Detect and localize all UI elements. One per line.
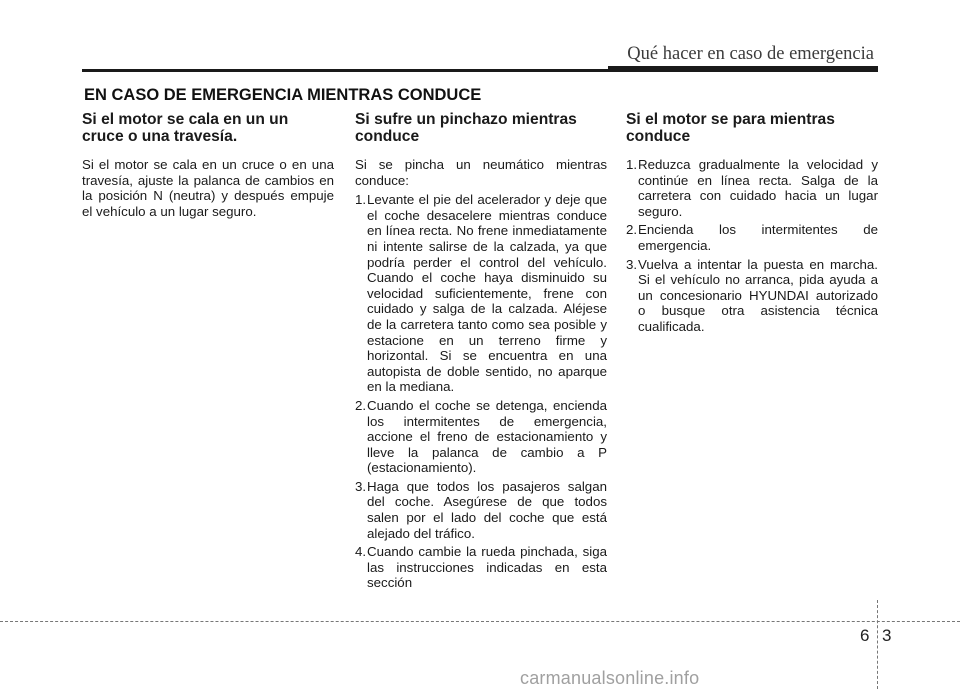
column-flat-tire <box>355 112 607 594</box>
list-item <box>355 479 607 541</box>
list-item <box>355 192 607 395</box>
page-number: 3 <box>882 626 892 645</box>
list-item-text: Cuando el coche se detenga, encienda los intermitentes de emergencia, accione el freno de estacionamiento y lleve la palanca de cambio a P (estacionamiento). <box>367 397 607 476</box>
list-item-text: Reduzca gradualmente la velocidad y continúe en línea recta. Salga de la carretera con cuidado hacia un lugar seguro. <box>638 157 878 219</box>
column-stalled-at-crossing <box>82 112 334 223</box>
footer-rule <box>0 621 960 622</box>
list-item-number: 3 . <box>355 479 366 495</box>
section-title: EN CASO DE EMERGENCIA MIENTRAS CONDUCE <box>84 86 482 104</box>
list-item-number: 1 . <box>626 157 637 173</box>
list-item-number: 2 . <box>626 222 637 238</box>
list-item-number: 2 . <box>355 398 366 414</box>
numbered-list <box>626 157 878 335</box>
list-item <box>355 544 607 591</box>
list-item-number: 3 . <box>626 257 637 273</box>
column-heading: Si el motor se cala en un un cruce o una travesía. <box>82 111 289 145</box>
list-item <box>626 222 878 253</box>
list-item-text: Levante el pie del acelerador y deje que el coche desacelere mientras conduce en línea recta. No frene inmediatamente ni intente salirse de la calzada, ya que podría perder el control del vehículo. Cuando el coche haya disminuido su velocidad suficientemente, frene con cuidado y salga de la calzada. Aléjese de la carretera tanto como sea posible y estacione en un terreno firme y horizontal. Si se encuentra en una autopista de doble sentido, no aparque en la mediana. <box>367 192 607 395</box>
list-item-number: 1 . <box>355 192 366 208</box>
body-paragraph: Si el motor se cala en un cruce o en una travesía, ajuste la palanca de cambios en la posición N (neutra) y después empuje el vehículo a un lugar seguro. <box>82 157 334 219</box>
column-heading: Si el motor se para mientras conduce <box>626 111 835 145</box>
list-item-text: Haga que todos los pasajeros salgan del coche. Asegúrese de que todos salen por el lado del coche que está alejado del tráfico. <box>367 478 607 541</box>
list-item-number: 4 . <box>355 544 366 560</box>
body-paragraph: Si se pincha un neumático mientras conduce: <box>355 157 607 188</box>
page-separator <box>877 600 878 689</box>
list-item-text: Vuelva a intentar la puesta en marcha. Si el vehículo no arranca, pida ayuda a un concesionario HYUNDAI autorizado o busque otra asistencia técnica cualificada. <box>638 256 878 334</box>
chapter-number: 6 <box>860 626 870 645</box>
list-item <box>626 157 878 219</box>
list-item-text: Encienda los intermitentes de emergencia. <box>638 222 878 253</box>
header-rule-accent <box>608 66 878 72</box>
column-heading: Si sufre un pinchazo mientras conduce <box>355 111 577 145</box>
column-engine-stops <box>626 112 878 338</box>
list-item-text: Cuando cambie la rueda pinchada, siga las instrucciones indicadas en esta sección <box>367 544 607 591</box>
running-head: Qué hacer en caso de emergencia <box>627 44 874 64</box>
watermark: carmanualsonline.info <box>520 668 700 688</box>
numbered-list <box>355 192 607 591</box>
list-item <box>355 398 607 476</box>
list-item <box>626 257 878 335</box>
